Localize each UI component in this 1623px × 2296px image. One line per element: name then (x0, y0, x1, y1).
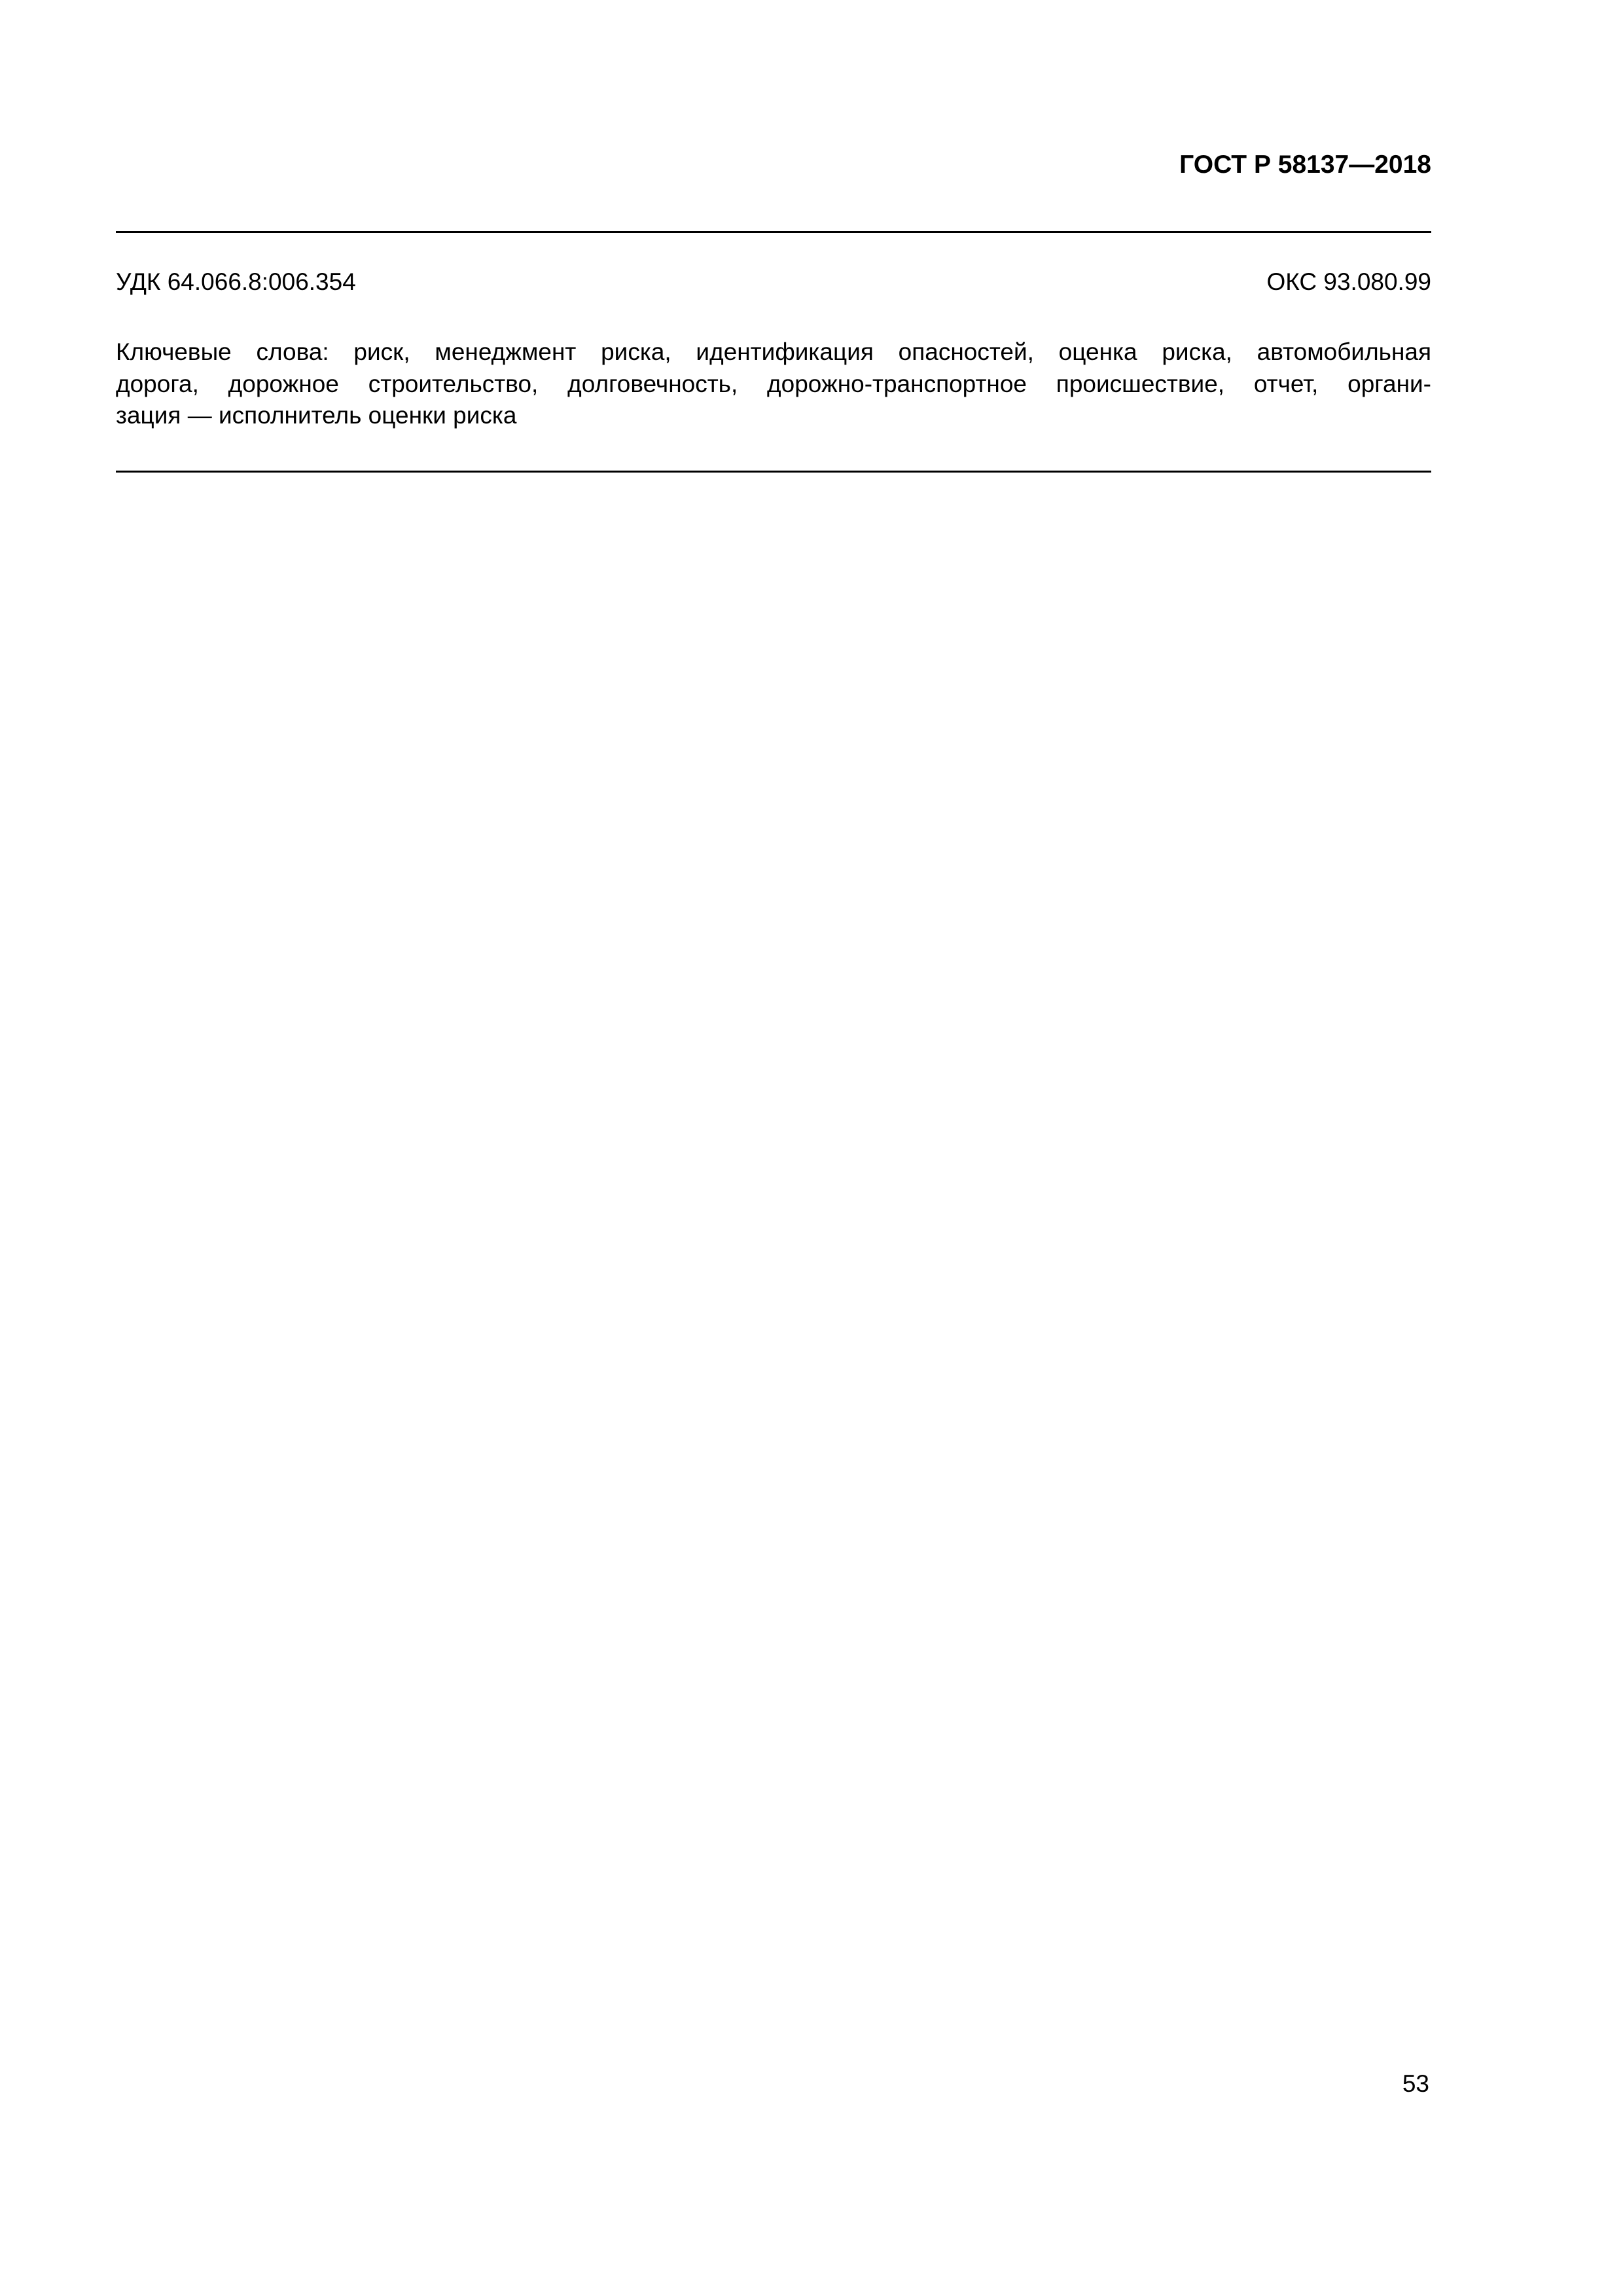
oks-code: ОКС 93.080.99 (1266, 268, 1431, 295)
keywords-paragraph (116, 336, 1431, 432)
page-number: 53 (1402, 2070, 1429, 2097)
bottom-divider (116, 471, 1431, 473)
keywords-line: зация — исполнитель оценки риска (116, 402, 517, 429)
top-divider (116, 231, 1431, 233)
standard-designation: ГОСТ Р 58137—2018 (1179, 151, 1431, 179)
udk-code: УДК 64.066.8:006.354 (116, 268, 356, 295)
keywords-line: Ключевые слова: риск, менеджмент риска, идентификация опасностей, оценка риска, автомобильная (116, 338, 1431, 365)
keywords-line: дорога, дорожное строительство, долговечность, дорожно-транспортное происшествие, отчет, органи- (116, 370, 1431, 397)
classification-row (116, 266, 1431, 298)
